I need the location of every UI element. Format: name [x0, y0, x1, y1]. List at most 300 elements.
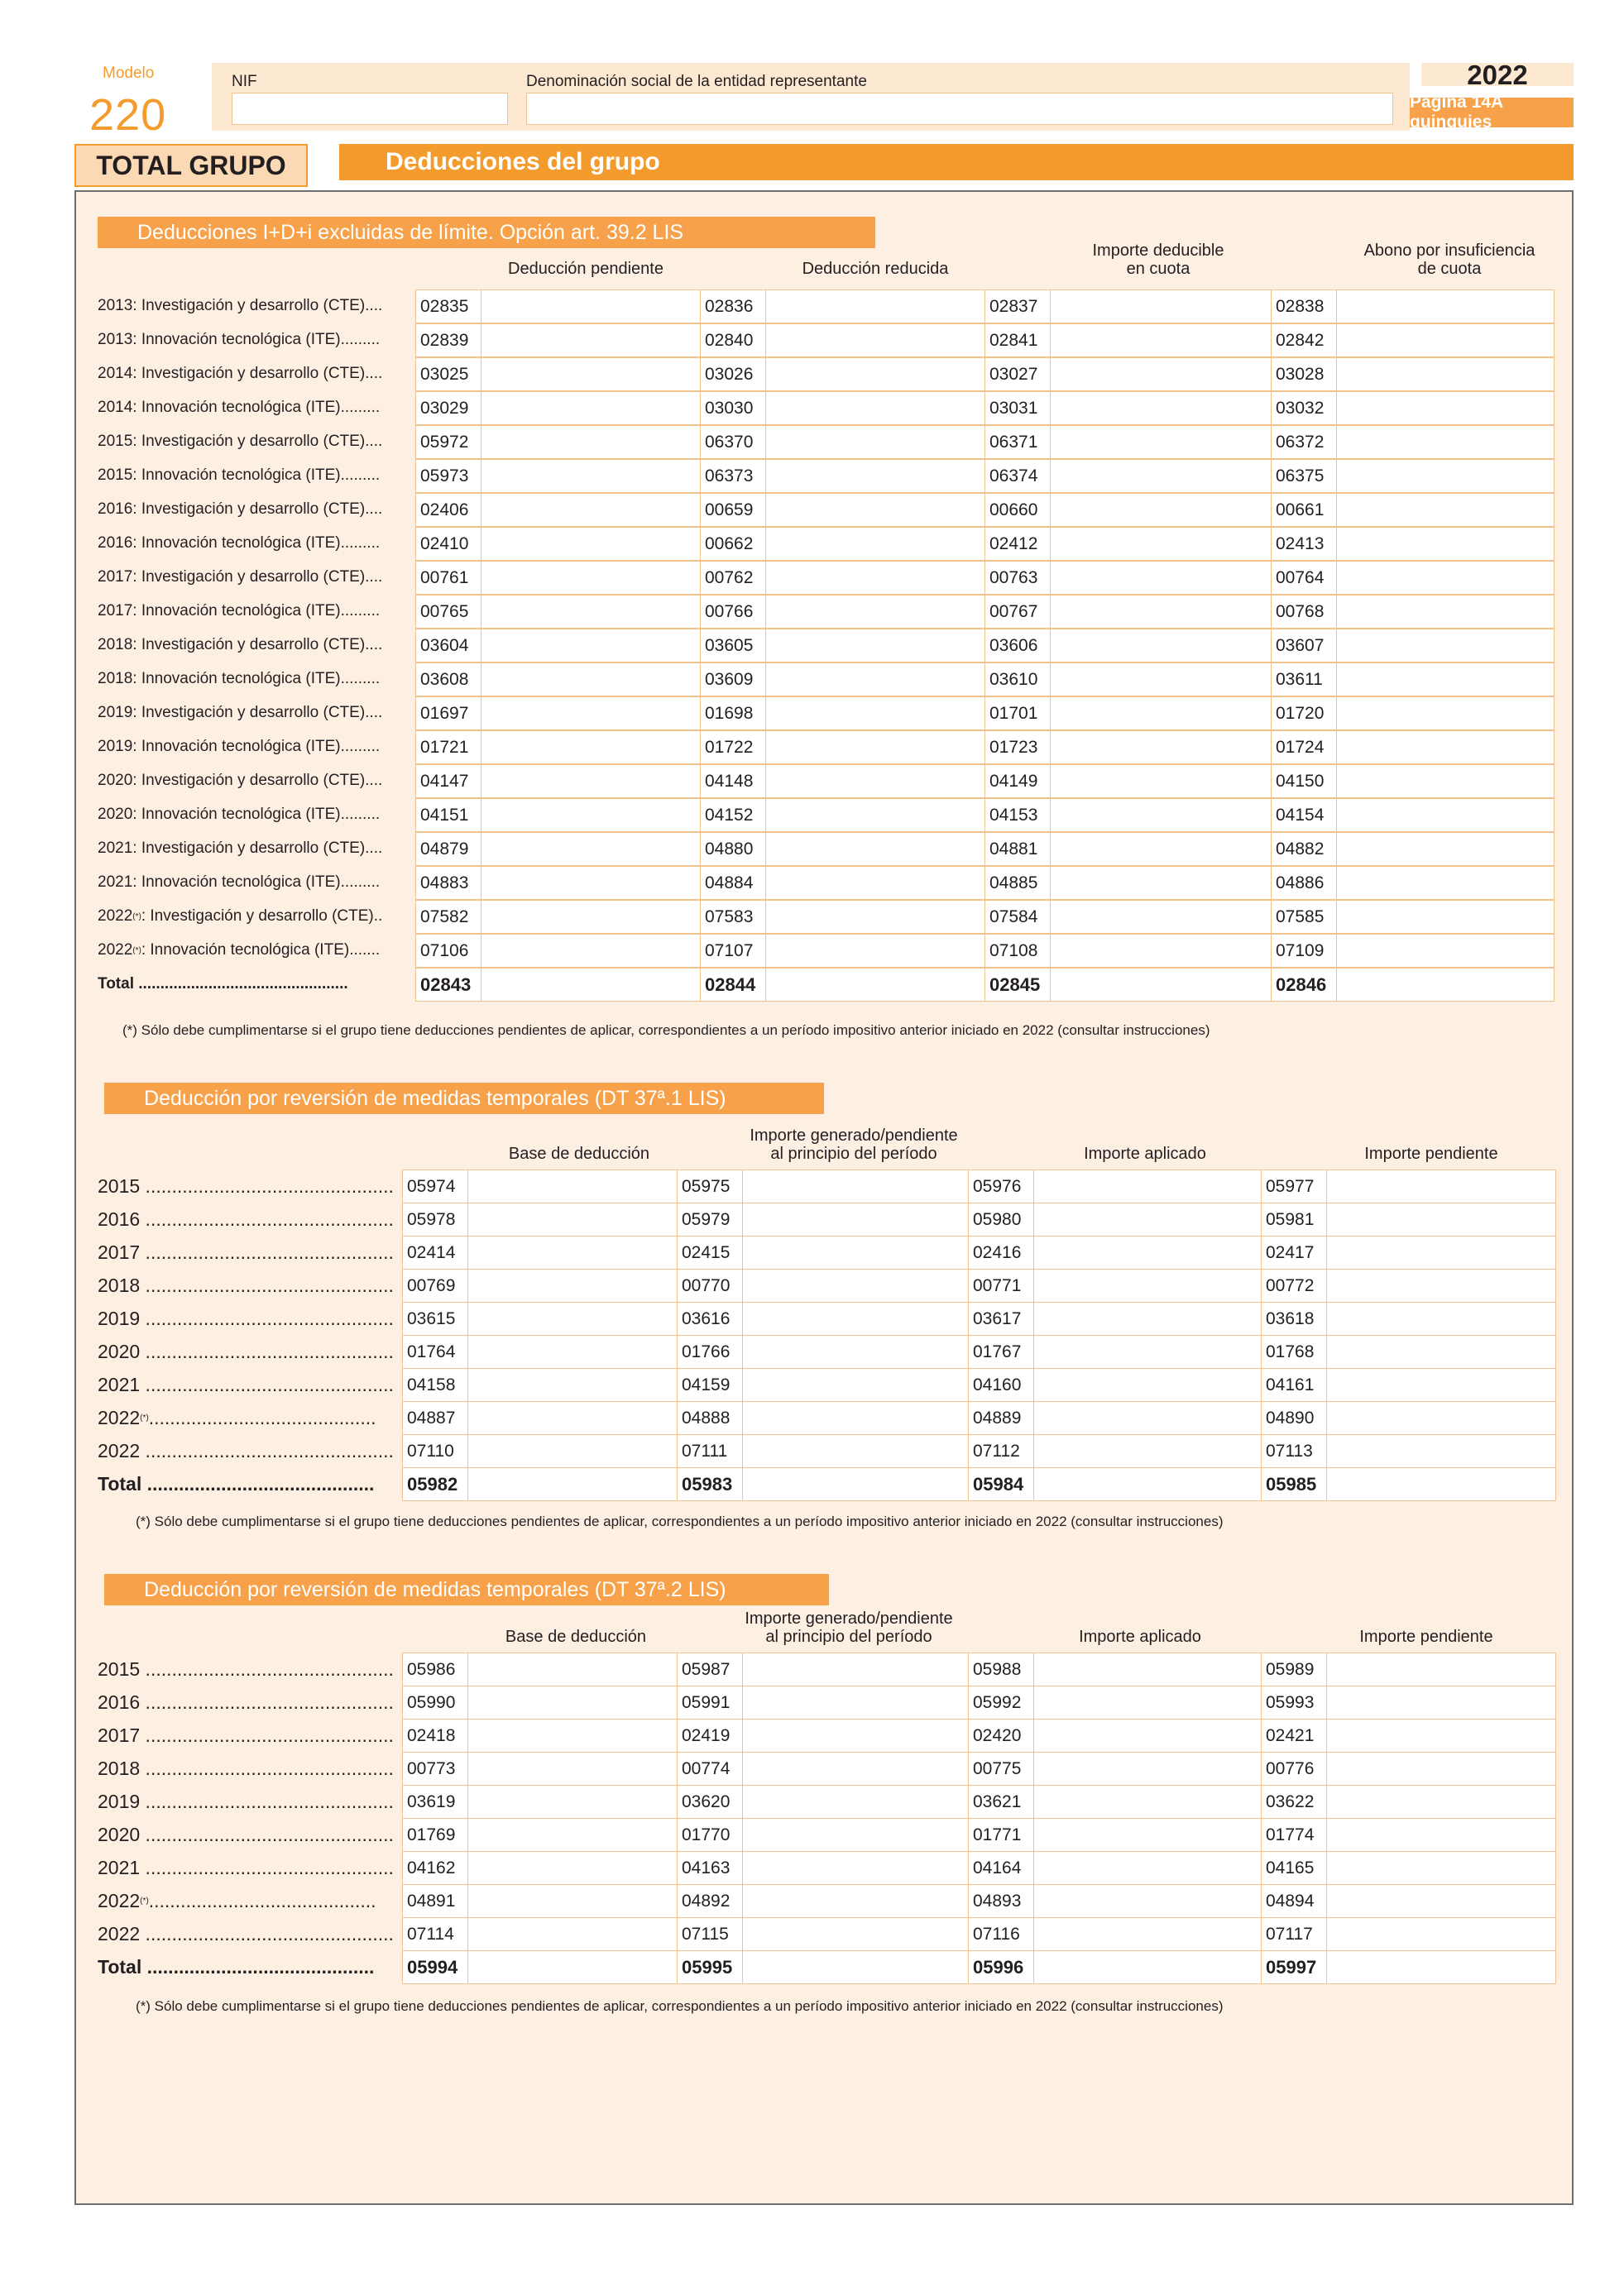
amount-field[interactable] — [415, 730, 701, 764]
code-divider — [467, 1686, 468, 1719]
code-divider — [467, 1819, 468, 1851]
amount-field[interactable] — [415, 798, 701, 832]
year: 2022 — [1467, 60, 1528, 90]
code-divider — [1050, 765, 1051, 797]
amount-field[interactable] — [1271, 866, 1555, 900]
code-divider — [1336, 358, 1337, 390]
amount-field[interactable] — [415, 662, 701, 696]
amount-field[interactable] — [1271, 357, 1555, 391]
amount-field[interactable] — [700, 730, 985, 764]
page-number-badge: Página 14A quinquies — [1410, 98, 1574, 127]
box-code: 04158 — [407, 1375, 456, 1394]
amount-field[interactable] — [415, 832, 701, 866]
amount-field[interactable] — [415, 493, 701, 527]
amount-field[interactable] — [968, 1236, 1262, 1270]
row-label: 2016: Investigación y desarrollo (CTE).... — [98, 500, 383, 518]
box-code: 00768 — [1276, 602, 1325, 621]
amount-field[interactable] — [415, 357, 701, 391]
amount-field[interactable] — [968, 1368, 1262, 1402]
amount-field[interactable] — [677, 1401, 969, 1435]
amount-field[interactable] — [984, 968, 1272, 1002]
box-code: 01701 — [989, 704, 1038, 723]
amount-field[interactable] — [402, 1335, 678, 1369]
box-code: 04159 — [682, 1375, 731, 1394]
box-code: 05991 — [682, 1693, 731, 1712]
code-divider — [1033, 1270, 1034, 1302]
amount-field[interactable] — [700, 696, 985, 730]
row-label: 2014: Innovación tecnológica (ITE)......... — [98, 399, 381, 416]
column-header: Importe aplicado — [1079, 1628, 1201, 1646]
amount-field[interactable] — [700, 900, 985, 934]
amount-field[interactable] — [700, 764, 985, 798]
amount-field[interactable] — [700, 323, 985, 357]
row-label: 2021 ............................................... — [98, 1373, 394, 1395]
amount-field[interactable] — [968, 1302, 1262, 1336]
code-divider — [1326, 1885, 1327, 1917]
amount-field[interactable] — [700, 595, 985, 629]
amount-field[interactable] — [1271, 425, 1555, 459]
amount-field[interactable] — [700, 561, 985, 595]
amount-field[interactable] — [402, 1467, 678, 1501]
amount-field[interactable] — [1271, 764, 1555, 798]
code-divider — [1050, 629, 1051, 662]
amount-field[interactable] — [1271, 900, 1555, 934]
code-divider — [1033, 1686, 1034, 1719]
box-code: 01723 — [989, 738, 1038, 757]
amount-field[interactable] — [677, 1818, 969, 1852]
box-code: 04883 — [420, 873, 469, 892]
box-code: 05986 — [407, 1660, 456, 1679]
box-code: 02837 — [989, 297, 1038, 316]
amount-field[interactable] — [984, 459, 1272, 493]
code-divider — [1050, 528, 1051, 560]
code-divider — [742, 1653, 743, 1686]
amount-field[interactable] — [415, 289, 701, 323]
amount-field[interactable] — [402, 1434, 678, 1468]
amount-field[interactable] — [968, 1434, 1262, 1468]
code-divider — [467, 1203, 468, 1236]
code-divider — [1326, 1203, 1327, 1236]
box-code: 04880 — [705, 839, 754, 859]
amount-field[interactable] — [984, 934, 1272, 968]
code-divider — [1033, 1369, 1034, 1401]
amount-field[interactable] — [968, 1401, 1262, 1435]
box-code: 04884 — [705, 873, 754, 892]
box-code: 03026 — [705, 365, 754, 384]
amount-field[interactable] — [677, 1203, 969, 1236]
box-code: 01721 — [420, 738, 469, 757]
code-divider — [1336, 629, 1337, 662]
box-code: 04160 — [973, 1375, 1022, 1394]
code-divider — [1336, 528, 1337, 560]
amount-field[interactable] — [700, 968, 985, 1002]
row-label: 2013: Innovación tecnológica (ITE)......... — [98, 331, 381, 348]
amount-field[interactable] — [1261, 1884, 1556, 1918]
amount-field[interactable] — [984, 696, 1272, 730]
box-code: 03610 — [989, 670, 1038, 689]
column-header: Base de deducción — [508, 1145, 650, 1163]
amount-field[interactable] — [402, 1884, 678, 1918]
amount-field[interactable] — [984, 289, 1272, 323]
amount-field[interactable] — [700, 832, 985, 866]
amount-field[interactable] — [1261, 1236, 1556, 1270]
amount-field[interactable] — [1261, 1170, 1556, 1203]
box-code: 05996 — [973, 1957, 1024, 1978]
box-code: 02418 — [407, 1726, 456, 1745]
box-code: 01722 — [705, 738, 754, 757]
amount-field[interactable] — [677, 1719, 969, 1753]
amount-field[interactable] — [1261, 1719, 1556, 1753]
amount-field[interactable] — [968, 1203, 1262, 1236]
amount-field[interactable] — [677, 1950, 969, 1984]
code-divider — [467, 1303, 468, 1335]
column-header: Importe deducible en cuota — [1092, 242, 1224, 278]
amount-field[interactable] — [984, 493, 1272, 527]
amount-field[interactable] — [677, 1785, 969, 1819]
amount-field[interactable] — [677, 1335, 969, 1369]
amount-field[interactable] — [984, 561, 1272, 595]
amount-field[interactable] — [1261, 1686, 1556, 1720]
code-divider — [765, 426, 766, 458]
box-code: 02416 — [973, 1243, 1022, 1262]
code-divider — [765, 324, 766, 356]
code-divider — [1326, 1653, 1327, 1686]
box-code: 06372 — [1276, 433, 1325, 452]
box-code: 03605 — [705, 636, 754, 655]
amount-field[interactable] — [1271, 832, 1555, 866]
amount-field[interactable] — [677, 1170, 969, 1203]
code-divider — [1050, 494, 1051, 526]
amount-field[interactable] — [1271, 662, 1555, 696]
amount-field[interactable] — [1261, 1785, 1556, 1819]
box-code: 07107 — [705, 941, 754, 960]
amount-field[interactable] — [1271, 493, 1555, 527]
amount-field[interactable] — [402, 1203, 678, 1236]
box-code: 03622 — [1266, 1792, 1315, 1811]
amount-field[interactable] — [1261, 1467, 1556, 1501]
amount-field[interactable] — [677, 1686, 969, 1720]
amount-field[interactable] — [700, 493, 985, 527]
amount-field[interactable] — [1271, 696, 1555, 730]
amount-field[interactable] — [1271, 527, 1555, 561]
code-divider — [765, 460, 766, 492]
amount-field[interactable] — [415, 900, 701, 934]
amount-field[interactable] — [415, 391, 701, 425]
amount-field[interactable] — [984, 798, 1272, 832]
amount-field[interactable] — [1271, 289, 1555, 323]
footnote: (*) Sólo debe cumplimentarse si el grupo tiene deducciones pendientes de aplicar, correspondientes a un período impositivo anterior iniciado en 2022 (consultar instrucciones) — [136, 1998, 1224, 2014]
amount-field[interactable] — [968, 1719, 1262, 1753]
amount-field[interactable] — [415, 561, 701, 595]
amount-field[interactable] — [1271, 629, 1555, 662]
code-divider — [467, 1270, 468, 1302]
amount-field[interactable] — [1261, 1818, 1556, 1852]
amount-field[interactable] — [402, 1785, 678, 1819]
amount-field[interactable] — [968, 1335, 1262, 1369]
amount-field[interactable] — [402, 1236, 678, 1270]
amount-field[interactable] — [1261, 1752, 1556, 1786]
amount-field[interactable] — [677, 1752, 969, 1786]
box-code: 00769 — [407, 1276, 456, 1295]
code-divider — [765, 629, 766, 662]
code-divider — [1033, 1402, 1034, 1434]
box-code: 02406 — [420, 500, 469, 519]
amount-field[interactable] — [1271, 323, 1555, 357]
code-divider — [1050, 392, 1051, 424]
amount-field[interactable] — [415, 696, 701, 730]
box-code: 03619 — [407, 1792, 456, 1811]
amount-field[interactable] — [677, 1653, 969, 1686]
amount-field[interactable] — [415, 866, 701, 900]
amount-field[interactable] — [968, 1686, 1262, 1720]
amount-field[interactable] — [1261, 1368, 1556, 1402]
box-code: 07583 — [705, 907, 754, 926]
amount-field[interactable] — [700, 866, 985, 900]
amount-field[interactable] — [700, 391, 985, 425]
amount-field[interactable] — [968, 1884, 1262, 1918]
amount-field[interactable] — [1271, 391, 1555, 425]
box-code: 04161 — [1266, 1375, 1315, 1394]
code-divider — [1033, 1720, 1034, 1752]
box-code: 02415 — [682, 1243, 731, 1262]
box-code: 01698 — [705, 704, 754, 723]
column-header: Importe generado/pendiente al principio del período — [745, 1610, 953, 1646]
amount-field[interactable] — [984, 866, 1272, 900]
amount-field[interactable] — [700, 425, 985, 459]
code-divider — [1050, 596, 1051, 628]
amount-field[interactable] — [402, 1950, 678, 1984]
amount-field[interactable] — [402, 1170, 678, 1203]
code-divider — [1033, 1170, 1034, 1203]
amount-field[interactable] — [1261, 1434, 1556, 1468]
code-divider — [467, 1885, 468, 1917]
amount-field[interactable] — [677, 1851, 969, 1885]
code-divider — [742, 1852, 743, 1884]
box-code: 07106 — [420, 941, 469, 960]
amount-field[interactable] — [402, 1686, 678, 1720]
code-divider — [742, 1753, 743, 1785]
amount-field[interactable] — [677, 1302, 969, 1336]
box-code: 04151 — [420, 806, 469, 825]
code-divider — [765, 290, 766, 323]
denominacion-field[interactable] — [526, 93, 1393, 125]
amount-field[interactable] — [968, 1851, 1262, 1885]
amount-field[interactable] — [402, 1401, 678, 1435]
box-code: 02417 — [1266, 1243, 1315, 1262]
row-label: 2020 ............................................... — [98, 1823, 394, 1845]
amount-field[interactable] — [1261, 1950, 1556, 1984]
code-divider — [1336, 867, 1337, 899]
amount-field[interactable] — [677, 1236, 969, 1270]
section-title: Deducciones I+D+i excluidas de límite. Opción art. 39.2 LIS — [98, 217, 875, 248]
section-banner: Deducciones del grupo — [339, 144, 1574, 180]
box-code: 06370 — [705, 433, 754, 452]
amount-field[interactable] — [1271, 934, 1555, 968]
amount-field[interactable] — [677, 1434, 969, 1468]
amount-field[interactable] — [1271, 730, 1555, 764]
amount-field[interactable] — [402, 1719, 678, 1753]
code-divider — [467, 1918, 468, 1950]
amount-field[interactable] — [415, 629, 701, 662]
amount-field[interactable] — [402, 1917, 678, 1951]
total-row-label: Total ................................................ — [98, 975, 348, 993]
code-divider — [1033, 1236, 1034, 1269]
amount-field[interactable] — [700, 934, 985, 968]
code-divider — [742, 1270, 743, 1302]
box-code: 06371 — [989, 433, 1038, 452]
amount-field[interactable] — [415, 764, 701, 798]
amount-field[interactable] — [1271, 561, 1555, 595]
amount-field[interactable] — [968, 1950, 1262, 1984]
amount-field[interactable] — [968, 1752, 1262, 1786]
box-code: 04889 — [973, 1409, 1022, 1428]
amount-field[interactable] — [415, 425, 701, 459]
column-header: Importe pendiente — [1359, 1628, 1493, 1646]
box-code: 05988 — [973, 1660, 1022, 1679]
amount-field[interactable] — [1261, 1653, 1556, 1686]
amount-field[interactable] — [415, 459, 701, 493]
code-divider — [742, 1686, 743, 1719]
amount-field[interactable] — [700, 459, 985, 493]
amount-field[interactable] — [1261, 1269, 1556, 1303]
amount-field[interactable] — [1261, 1335, 1556, 1369]
amount-field[interactable] — [677, 1917, 969, 1951]
box-code: 00766 — [705, 602, 754, 621]
box-code: 00762 — [705, 568, 754, 587]
amount-field[interactable] — [984, 832, 1272, 866]
nif-field[interactable] — [232, 93, 508, 125]
total-grupo-label: TOTAL GRUPO — [74, 144, 308, 187]
amount-field[interactable] — [984, 357, 1272, 391]
box-code: 05974 — [407, 1177, 456, 1196]
amount-field[interactable] — [415, 527, 701, 561]
amount-field[interactable] — [402, 1269, 678, 1303]
box-code: 02840 — [705, 331, 754, 350]
box-code: 01768 — [1266, 1342, 1315, 1361]
amount-field[interactable] — [677, 1368, 969, 1402]
amount-field[interactable] — [402, 1851, 678, 1885]
amount-field[interactable] — [984, 629, 1272, 662]
box-code: 02410 — [420, 534, 469, 553]
box-code: 04890 — [1266, 1409, 1315, 1428]
row-label: 2017 ............................................... — [98, 1724, 394, 1746]
amount-field[interactable] — [968, 1467, 1262, 1501]
amount-field[interactable] — [984, 730, 1272, 764]
box-code: 04892 — [682, 1892, 731, 1911]
amount-field[interactable] — [415, 595, 701, 629]
row-label: 2019 ............................................... — [98, 1790, 394, 1812]
amount-field[interactable] — [984, 391, 1272, 425]
amount-field[interactable] — [984, 595, 1272, 629]
amount-field[interactable] — [984, 527, 1272, 561]
row-label: 2022 (*) ........................................... — [98, 1406, 376, 1428]
amount-field[interactable] — [1261, 1203, 1556, 1236]
code-divider — [742, 1951, 743, 1983]
column-header: Deducción reducida — [802, 260, 949, 278]
amount-field[interactable] — [700, 357, 985, 391]
code-divider — [1033, 1336, 1034, 1368]
amount-field[interactable] — [677, 1884, 969, 1918]
box-code: 05982 — [407, 1474, 458, 1495]
row-label: 2017 ............................................... — [98, 1241, 394, 1263]
amount-field[interactable] — [402, 1752, 678, 1786]
amount-field[interactable] — [402, 1302, 678, 1336]
code-divider — [1326, 1303, 1327, 1335]
code-divider — [765, 596, 766, 628]
code-divider — [1336, 833, 1337, 865]
code-divider — [1336, 765, 1337, 797]
amount-field[interactable] — [415, 323, 701, 357]
amount-field[interactable] — [984, 425, 1272, 459]
amount-field[interactable] — [1271, 459, 1555, 493]
box-code: 04153 — [989, 806, 1038, 825]
amount-field[interactable] — [968, 1170, 1262, 1203]
amount-field[interactable] — [984, 764, 1272, 798]
code-divider — [765, 663, 766, 696]
amount-field[interactable] — [700, 662, 985, 696]
code-divider — [1050, 799, 1051, 831]
code-divider — [765, 901, 766, 933]
box-code: 02839 — [420, 331, 469, 350]
box-code: 02844 — [705, 974, 756, 995]
amount-field[interactable] — [700, 289, 985, 323]
box-code: 07585 — [1276, 907, 1325, 926]
amount-field[interactable] — [677, 1269, 969, 1303]
amount-field[interactable] — [968, 1785, 1262, 1819]
box-code: 05975 — [682, 1177, 731, 1196]
amount-field[interactable] — [700, 798, 985, 832]
code-divider — [1033, 1203, 1034, 1236]
amount-field[interactable] — [984, 323, 1272, 357]
box-code: 07117 — [1266, 1925, 1313, 1944]
amount-field[interactable] — [1271, 595, 1555, 629]
amount-field[interactable] — [968, 1653, 1262, 1686]
box-code: 06373 — [705, 466, 754, 486]
row-label: 2020: Investigación y desarrollo (CTE).... — [98, 772, 383, 789]
amount-field[interactable] — [1271, 968, 1555, 1002]
amount-field[interactable] — [677, 1467, 969, 1501]
amount-field[interactable] — [1261, 1851, 1556, 1885]
amount-field[interactable] — [1261, 1401, 1556, 1435]
box-code: 04881 — [989, 839, 1038, 859]
box-code: 07115 — [682, 1925, 729, 1944]
code-divider — [742, 1303, 743, 1335]
box-code: 04163 — [682, 1858, 731, 1877]
amount-field[interactable] — [984, 900, 1272, 934]
amount-field[interactable] — [968, 1917, 1262, 1951]
amount-field[interactable] — [700, 629, 985, 662]
code-divider — [742, 1236, 743, 1269]
amount-field[interactable] — [402, 1368, 678, 1402]
amount-field[interactable] — [415, 968, 701, 1002]
amount-field[interactable] — [402, 1818, 678, 1852]
amount-field[interactable] — [1261, 1302, 1556, 1336]
amount-field[interactable] — [415, 934, 701, 968]
amount-field[interactable] — [968, 1269, 1262, 1303]
amount-field[interactable] — [402, 1653, 678, 1686]
box-code: 02846 — [1276, 974, 1327, 995]
code-divider — [765, 799, 766, 831]
amount-field[interactable] — [1261, 1917, 1556, 1951]
row-label: 2015: Investigación y desarrollo (CTE).... — [98, 433, 383, 450]
amount-field[interactable] — [984, 662, 1272, 696]
code-divider — [742, 1720, 743, 1752]
amount-field[interactable] — [700, 527, 985, 561]
amount-field[interactable] — [1271, 798, 1555, 832]
total-row-label: Total ........................................... — [98, 1955, 375, 1978]
box-code: 05976 — [973, 1177, 1022, 1196]
amount-field[interactable] — [968, 1818, 1262, 1852]
